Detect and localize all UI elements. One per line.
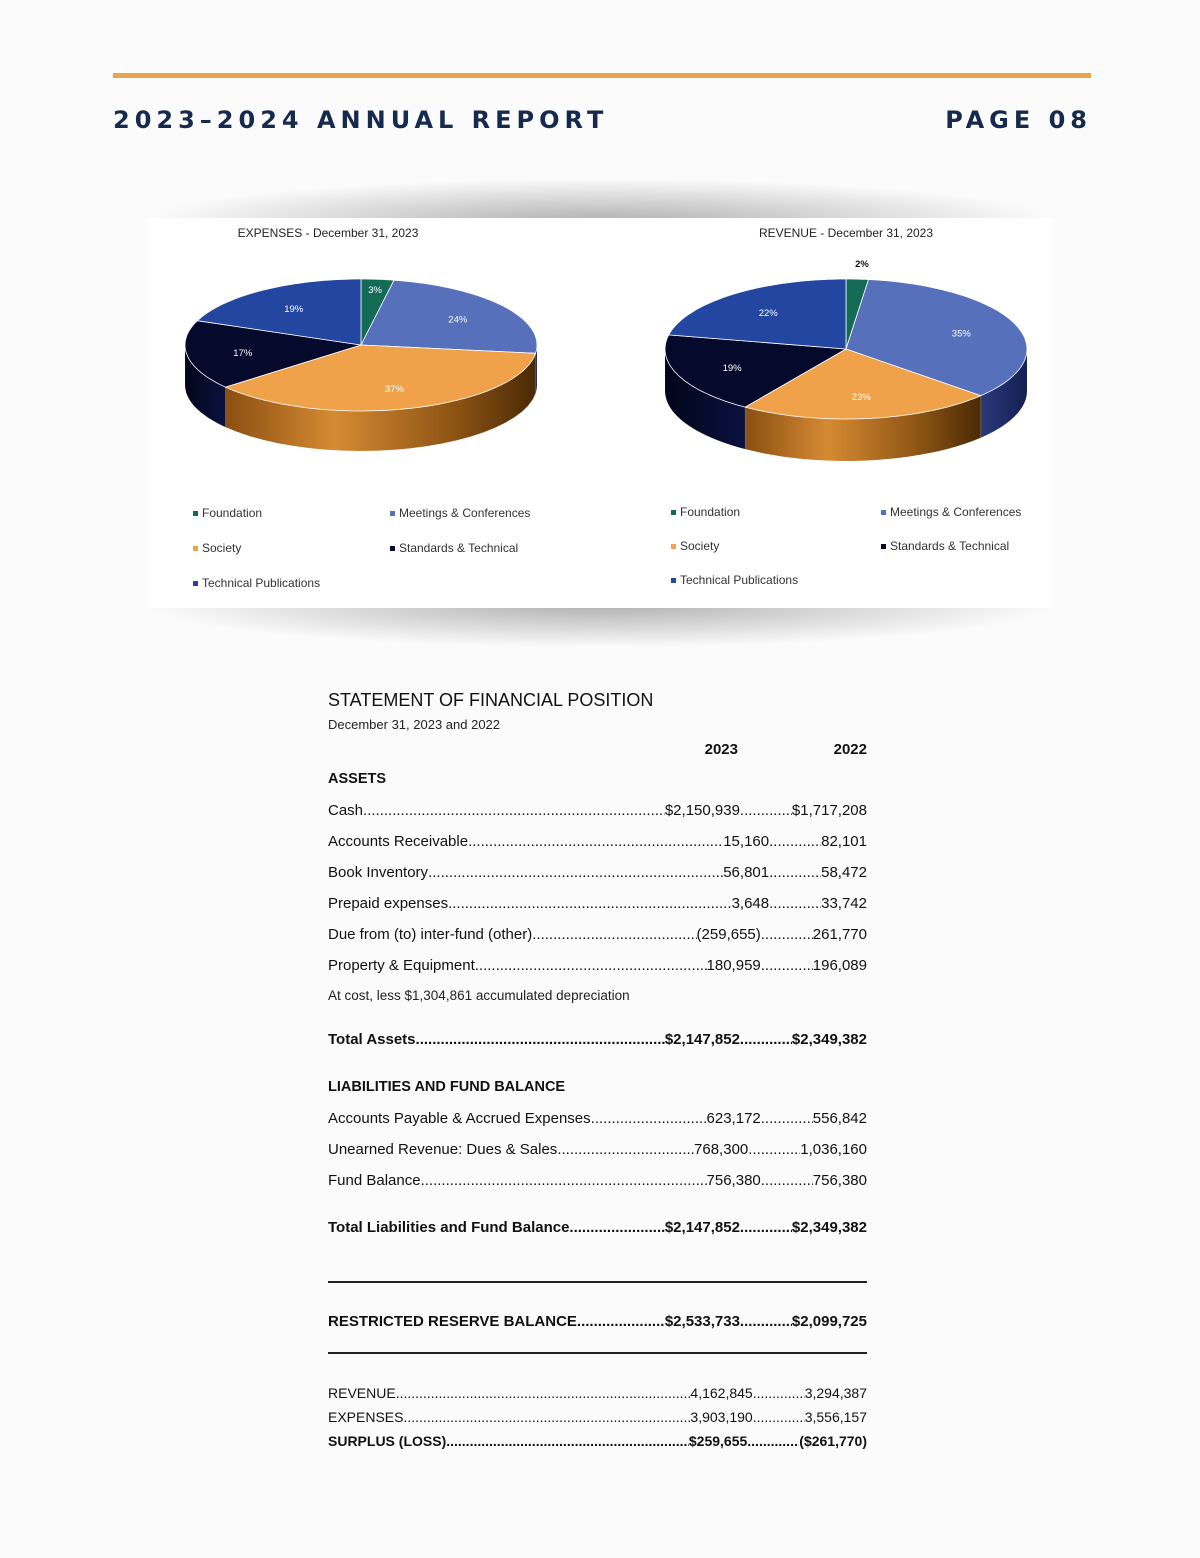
pie-data-label: 19% <box>722 363 742 374</box>
depreciation-note: At cost, less $1,304,861 accumulated depreciation <box>328 988 630 1003</box>
legend-swatch <box>390 546 395 551</box>
assets-heading: ASSETS <box>328 771 387 787</box>
header-rule <box>113 73 1091 78</box>
revenue-row: REVENUE ..... 4,162,845 ..... 3,294,387 <box>328 1385 867 1401</box>
pie-data-label: 22% <box>758 308 778 320</box>
legend-item: Standards & Technical <box>890 539 1010 553</box>
legend-swatch <box>193 546 198 551</box>
asset-row: Prepaid expenses ..... 3,648 ..... 33,742 <box>328 895 867 912</box>
asset-row: Book Inventory ..... 56,801 ..... 58,472 <box>328 864 867 881</box>
legend-swatch <box>390 511 395 516</box>
financial-statement <box>328 690 868 1449</box>
pie-data-label: 23% <box>851 392 871 404</box>
divider-line <box>328 1352 867 1354</box>
statement-title: STATEMENT OF FINANCIAL POSITION <box>328 690 654 710</box>
legend-swatch <box>671 544 676 549</box>
divider-line <box>328 1281 867 1283</box>
liability-row: Accounts Payable & Accrued Expenses ..... 623,172 ..... 556,842 <box>328 1110 867 1127</box>
pie-charts <box>148 218 1052 608</box>
total-liabilities-row: Total Liabilities and Fund Balance ..... $2,147,852 ..... $2,349,382 <box>328 1219 867 1236</box>
legend-swatch <box>671 510 676 515</box>
pie-data-label: 37% <box>384 384 404 396</box>
legend-item: Technical Publications <box>680 573 799 587</box>
asset-row: Accounts Receivable ..... 15,160 ..... 82,101 <box>328 833 867 850</box>
liability-row: Fund Balance ..... 756,380 ..... 756,380 <box>328 1172 867 1189</box>
legend-swatch <box>881 510 886 515</box>
legend-swatch <box>193 581 198 586</box>
year-header-2023: 2023 <box>704 741 738 758</box>
statement-subtitle: December 31, 2023 and 2022 <box>328 717 501 732</box>
total-assets-row: Total Assets ..... $2,147,852 ..... $2,349,382 <box>328 1031 867 1048</box>
page-number: PAGE 08 <box>945 106 1092 134</box>
pie-data-label: 35% <box>951 328 971 340</box>
legend-swatch <box>881 544 886 549</box>
legend-item: Society <box>202 541 242 555</box>
legend-item: Foundation <box>202 506 263 520</box>
pie-data-label: 19% <box>284 303 304 315</box>
legend-item: Foundation <box>680 505 741 519</box>
restricted-reserve-row: RESTRICTED RESERVE BALANCE ..... $2,533,733 ..... $2,099,725 <box>328 1313 867 1330</box>
legend-swatch <box>193 511 198 516</box>
pie-data-label: 3% <box>368 285 382 297</box>
legend-item: Society <box>680 539 720 553</box>
report-title: 2023–2024 ANNUAL REPORT <box>113 106 609 134</box>
panel-shadow-top <box>140 178 1060 222</box>
expenses-row: EXPENSES ..... 3,903,190 ..... 3,556,157 <box>328 1409 867 1425</box>
liability-row: Unearned Revenue: Dues & Sales ..... 768,300 ..... 1,036,160 <box>328 1141 867 1158</box>
chart-title: EXPENSES - December 31, 2023 <box>237 226 419 240</box>
pie-data-label: 24% <box>448 314 468 326</box>
legend-item: Meetings & Conferences <box>399 506 531 520</box>
pie-data-label: 17% <box>233 348 253 359</box>
charts-panel <box>148 218 1052 608</box>
surplus-row: SURPLUS (LOSS) ..... $259,655 ..... ($261,770) <box>328 1433 867 1449</box>
asset-row: Property & Equipment ..... 180,959 ..... 196,089 <box>328 957 867 974</box>
panel-shadow-bottom <box>140 604 1060 648</box>
chart-title: REVENUE - December 31, 2023 <box>758 226 934 240</box>
legend-item: Meetings & Conferences <box>890 505 1022 519</box>
year-header-2022: 2022 <box>833 741 867 758</box>
liabilities-heading: LIABILITIES AND FUND BALANCE <box>328 1079 566 1095</box>
pie-data-label: 2% <box>855 259 869 270</box>
legend-swatch <box>671 578 676 583</box>
asset-row: Cash ..... $2,150,939 ..... $1,717,208 <box>328 802 867 819</box>
asset-row: Due from (to) inter-fund (other) ..... (259,655) ..... 261,770 <box>328 926 867 943</box>
legend-item: Standards & Technical <box>399 541 519 555</box>
legend-item: Technical Publications <box>202 576 321 590</box>
